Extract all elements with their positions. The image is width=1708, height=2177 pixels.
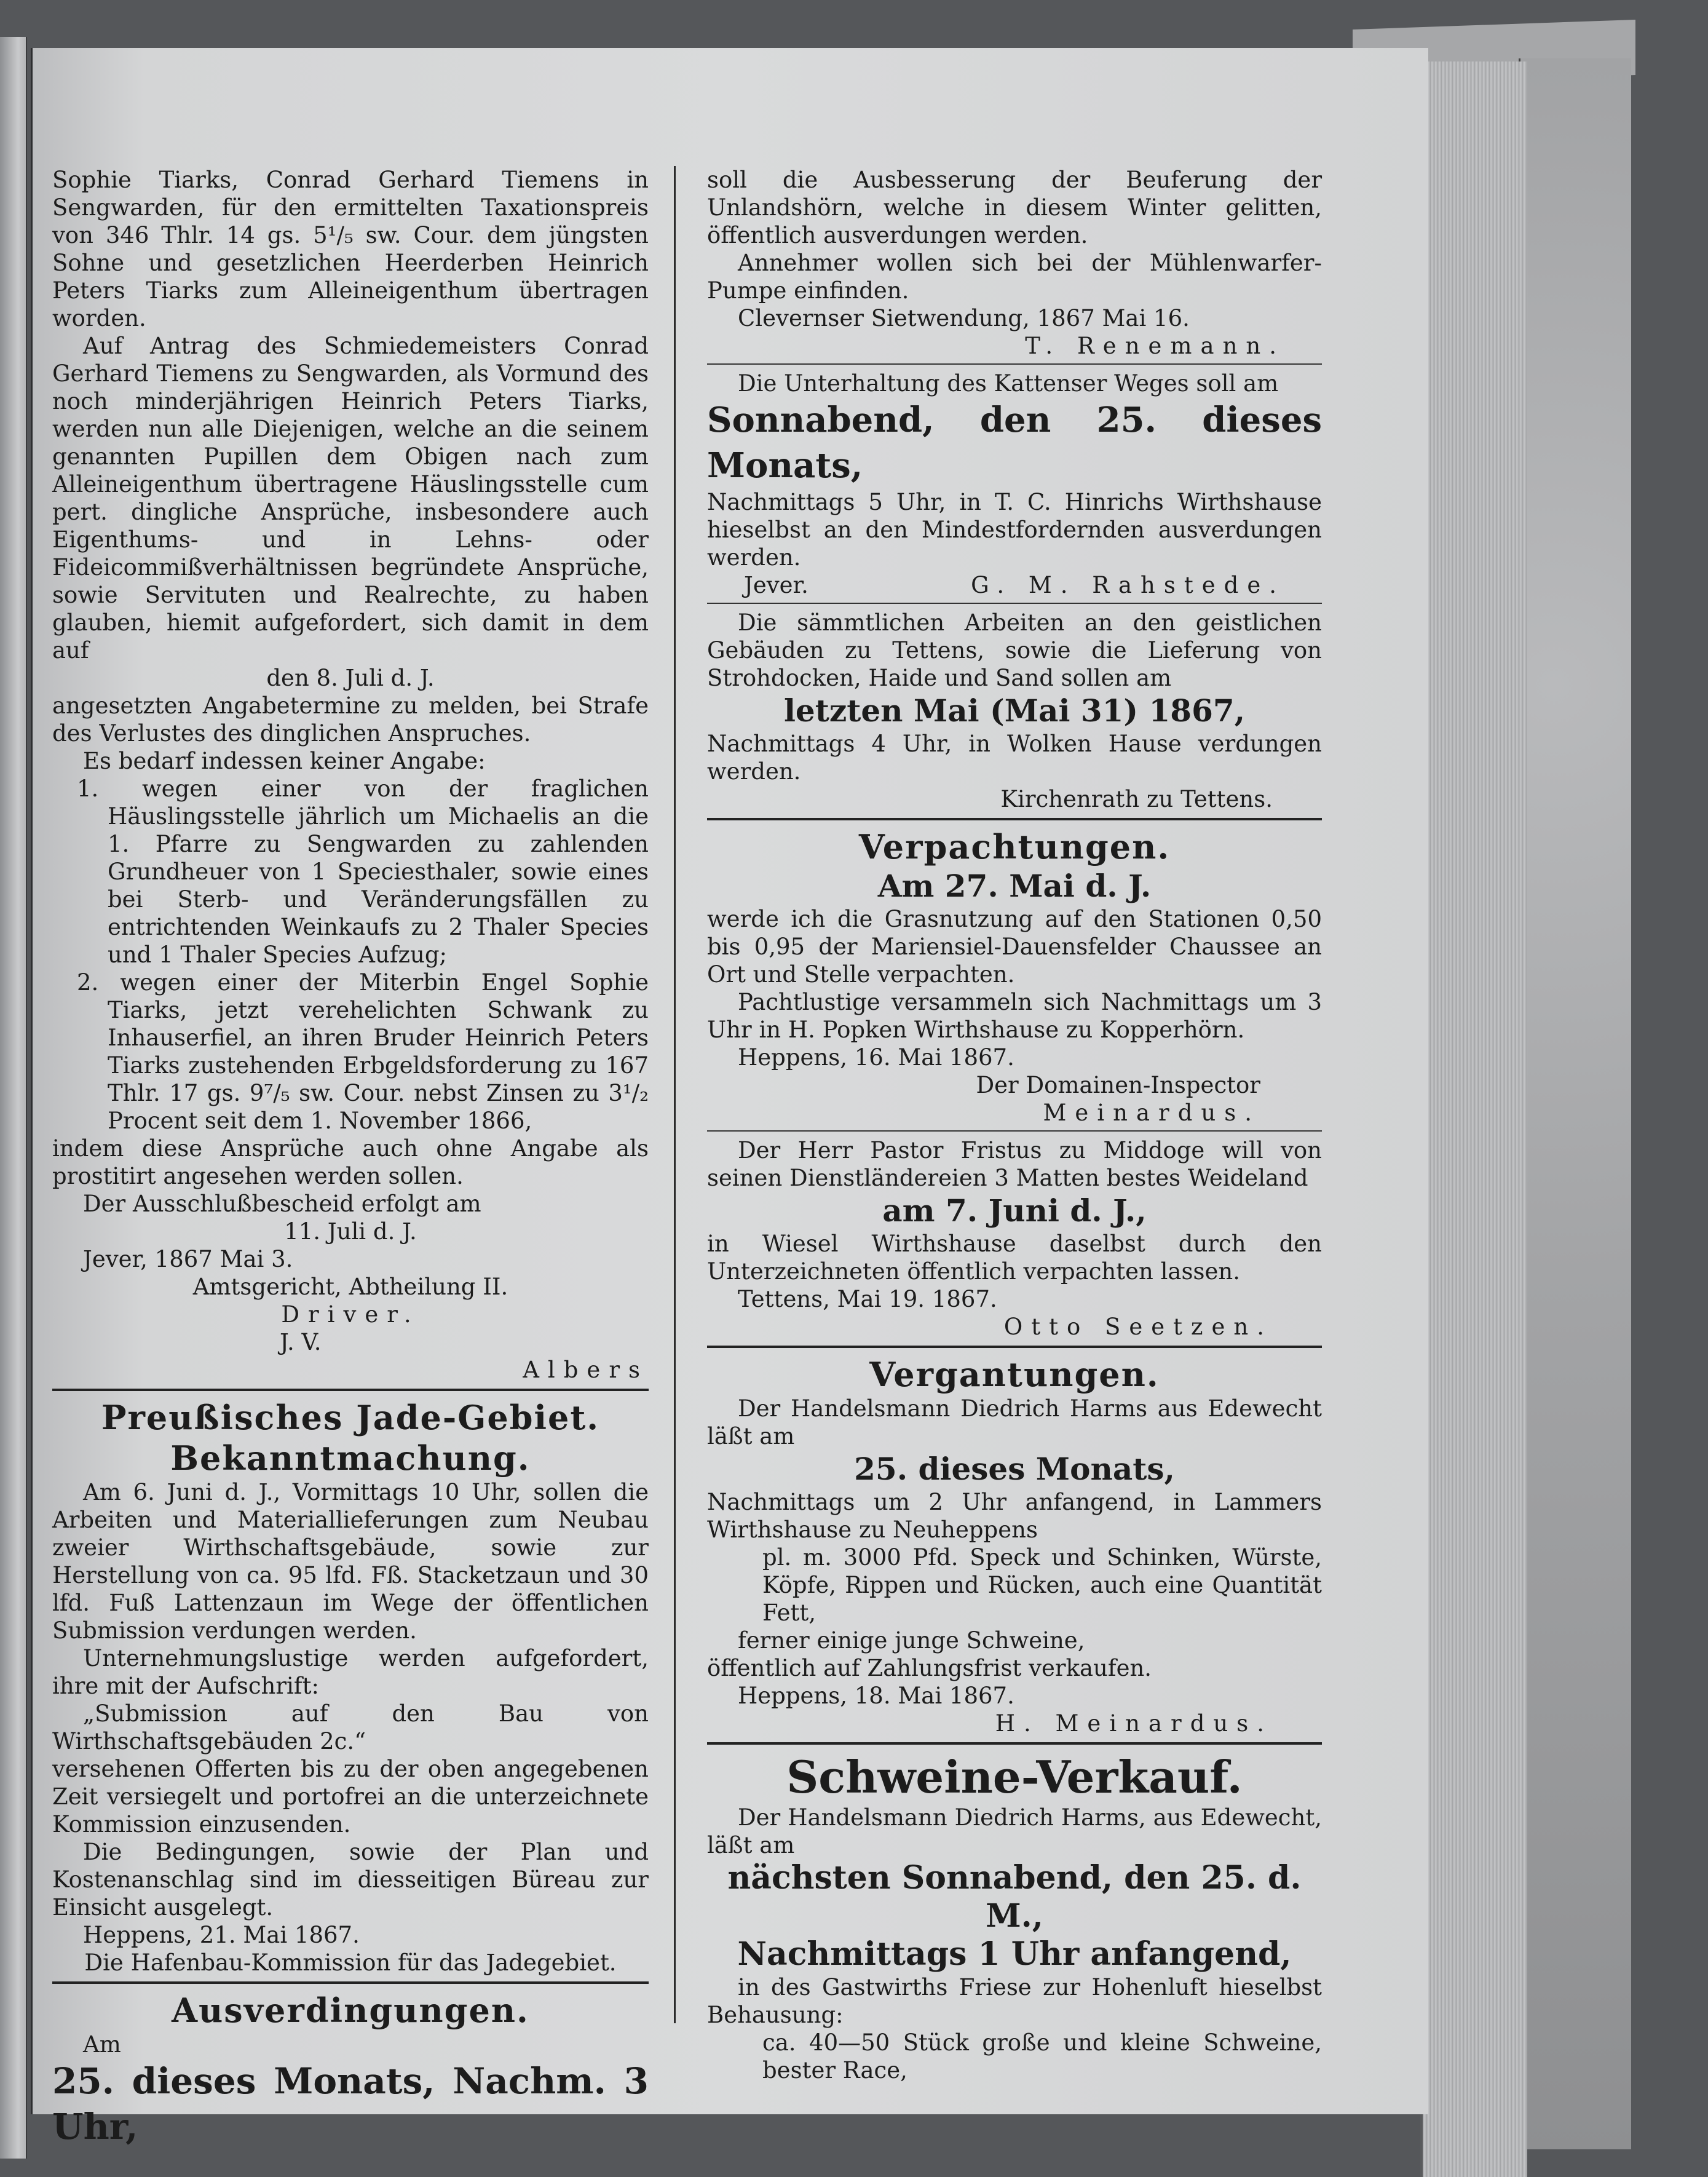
notice-paragraph: angesetzten Angabetermine zu melden, bei Strafe des Verlustes des dinglichen Anspruches. (52, 692, 649, 747)
notice-date: Am 27. Mai d. J. (877, 868, 1152, 904)
notice-paragraph: indem diese Ansprüche auch ohne Angabe als prostitirt angesehen werden sollen. (52, 1135, 649, 1189)
notice-paragraph: Sophie Tiarks, Conrad Gerhard Tiemens in Sengwarden, für den ermittelten Taxationspreis von 346 Thlr. 14 gs. 5¹/₅ sw. Cour. dem jüngsten Sohne und gesetzlichen Heerderben Heinrich Peters Tiarks zum Alleineigenthum übertragen worden. (52, 167, 649, 331)
notice-paragraph: öffentlich auf Zahlungsfrist verkaufen. (707, 1655, 1152, 1681)
notice-paragraph: in des Gastwirths Friese zur Hohenluft hieselbst Behausung: (707, 1974, 1322, 2028)
signature: Die Hafenbau-Kommission für das Jadegebiet. (84, 1949, 617, 1976)
right-column (707, 166, 1322, 2084)
signature: G. M. Rahstede. (971, 572, 1285, 598)
notice-quote: „Submission auf den Bau von Wirthschaftsgebäuden 2c.“ (52, 1700, 649, 1755)
notice-date: am 7. Juni d. J., (882, 1192, 1147, 1229)
signature: H. Meinardus. (995, 1710, 1273, 1737)
signature: Albers (523, 1357, 649, 1383)
notice-place: Heppens, 16. Mai 1867. (738, 1044, 1014, 1071)
notice-paragraph: Der Herr Pastor Fristus zu Middoge will von seinen Dienstländereien 3 Matten bestes Weideland (707, 1137, 1322, 1191)
notice-place: Tettens, Mai 19. 1867. (738, 1286, 997, 1312)
section-heading: Vergantungen. (869, 1355, 1160, 1394)
section-heading: Ausverdingungen. (172, 1991, 529, 2030)
notice-paragraph: Nachmittags 4 Uhr, in Wolken Hause verdungen werden. (707, 731, 1322, 785)
notice-place: Jever, 1867 Mai 3. (83, 1246, 293, 1272)
notice-paragraph: Der Ausschlußbescheid erfolgt am (83, 1191, 481, 1217)
notice-paragraph: Der Handelsmann Diedrich Harms, aus Edewecht, läßt am (707, 1804, 1322, 1858)
signature: Otto Seetzen. (1003, 1314, 1273, 1340)
notice-date: nächsten Sonnabend, den 25. d. M., (727, 1859, 1302, 1935)
notice-place: Jever. (744, 572, 809, 598)
notice-date: Nachmittags 1 Uhr anfangend, (737, 1935, 1292, 1973)
notice-place: Clevernser Sietwendung, 1867 Mai 16. (738, 305, 1190, 331)
notice-paragraph: soll die Ausbesserung der Beuferung der Unlandshörn, welche in diesem Winter gelitten, öffentlich ausverdungen werden. (707, 167, 1322, 248)
page-stack-edge (1420, 61, 1527, 2177)
notice-paragraph: Unternehmungslustige werden aufgefordert, ihre mit der Aufschrift: (52, 1645, 649, 1699)
notice-paragraph: Pachtlustige versammeln sich Nachmittags um 3 Uhr in H. Popken Wirthshause zu Kopperhörn. (707, 989, 1322, 1043)
signature: J. V. (280, 1329, 322, 1355)
notice-date: 11. Juli d. J. (284, 1218, 417, 1245)
signature: T. Renemann. (1025, 333, 1285, 359)
section-heading: Verpachtungen. (858, 827, 1171, 866)
notice-paragraph: werde ich die Grasnutzung auf den Stationen 0,50 bis 0,95 der Mariensiel-Dauensfelder Chaussee an Ort und Stelle verpachten. (707, 906, 1322, 988)
notice-paragraph: Die Bedingungen, sowie der Plan und Kostenanschlag sind im diesseitigen Büreau zur Einsicht ausgelegt. (52, 1839, 649, 1921)
notice-paragraph: Nachmittags 5 Uhr, in T. C. Hinrichs Wirthshause hieselbst an den Mindestfordernden ausverdungen werden. (707, 489, 1322, 571)
notice-place-line (707, 571, 1322, 599)
notice-paragraph: Nachmittags um 2 Uhr anfangend, in Lammers Wirthshause zu Neuheppens (707, 1489, 1322, 1543)
notice-paragraph: Auf Antrag des Schmiedemeisters Conrad Gerhard Tiemens zu Sengwarden, als Vormund des noch minderjährigen Heinrich Peters Tiarks, werden nun alle Diejenigen, welche an die seinem genannten Pupillen dem Obigen nach zum Alleineigenthum übertragene Häuslingsstelle cum pert. dingliche Ansprüche, insbesondere auch Eigenthums- und in Lehns- oder Fideicommißverhältnissen begründete Ansprüche, sowie Servituten und Realrechte, zu haben glauben, hiemit aufgefordert, sich damit in dem auf (52, 333, 649, 664)
notice-paragraph: Der Handelsmann Diedrich Harms aus Edewecht läßt am (707, 1395, 1322, 1449)
notice-paragraph: pl. m. 3000 Pfd. Speck und Schinken, Würste, Köpfe, Rippen und Rücken, auch eine Quantität Fett, (762, 1544, 1322, 1626)
section-heading: Schweine-Verkauf. (786, 1751, 1243, 1803)
notice-place: Heppens, 21. Mai 1867. (83, 1922, 360, 1948)
book-cover (1519, 58, 1631, 2149)
section-divider (707, 1346, 1322, 1348)
section-heading: Preußisches Jade-Gebiet. (101, 1398, 600, 1437)
notice-date: letzten Mai (Mai 31) 1867, (783, 692, 1246, 729)
list-item: 2. wegen einer der Miterbin Engel Sophie Tiarks, jetzt verehelichten Schwank zu Inhauserfiel, an ihren Bruder Heinrich Peters Tiarks zustehenden Erbgeldsforderung zu 167 Thlr. 17 gs. 9⁷/₅ sw. Cour. nebst Zinsen zu 3¹/₂ Procent seit dem 1. November 1866, (77, 969, 649, 1134)
notice-date: 25. dieses Monats, Nachm. 3 Uhr, (52, 2060, 649, 2147)
left-column (52, 166, 649, 2147)
court-name: Amtsgericht, Abtheilung II. (192, 1274, 508, 1300)
notice-paragraph: ferner einige junge Schweine, (738, 1627, 1085, 1654)
section-divider (52, 1981, 649, 1984)
column-rule (674, 166, 676, 2023)
notice-paragraph: Am (83, 2031, 121, 2058)
section-divider (707, 1130, 1322, 1132)
notice-paragraph: ca. 40—50 Stück große und kleine Schweine, bester Race, (762, 2029, 1322, 2084)
section-divider (707, 363, 1322, 365)
notice-place: Heppens, 18. Mai 1867. (738, 1683, 1014, 1709)
notice-date: den 8. Juli d. J. (266, 665, 435, 691)
signature: Kirchenrath zu Tettens. (1000, 786, 1273, 812)
notice-paragraph: versehenen Offerten bis zu der oben angegebenen Zeit versiegelt und portofrei an die unterzeichnete Kommission einzusenden. (52, 1756, 649, 1838)
section-divider (707, 818, 1322, 820)
signature: Driver. (281, 1301, 420, 1328)
signature: Meinardus. (1043, 1100, 1260, 1126)
notice-paragraph: Die sämmtlichen Arbeiten an den geistlichen Gebäuden zu Tettens, sowie die Lieferung von Strohdocken, Haide und Sand sollen am (707, 609, 1322, 691)
left-page-edge (0, 37, 27, 2159)
notice-date: Sonnabend, den 25. dieses Monats, (707, 400, 1322, 486)
notice-date: 25. dieses Monats, (854, 1451, 1175, 1487)
list-item: 1. wegen einer von der fraglichen Häuslingsstelle jährlich um Michaelis an die 1. Pfarre zu Sengwarden zu zahlenden Grundheuer von 1 Speciesthaler, sowie eines bei Sterb- und Veränderungsfällen zu entrichtenden Weinkaufs zu 2 Thaler Species und 1 Thaler Species Aufzug; (77, 775, 649, 968)
notice-paragraph: Annehmer wollen sich bei der Mühlenwarfer-Pumpe einfinden. (707, 250, 1322, 304)
notice-paragraph: in Wiesel Wirthshause daselbst durch den Unterzeichneten öffentlich verpachten lassen. (707, 1231, 1322, 1285)
section-heading: Bekanntmachung. (170, 1438, 531, 1478)
section-divider (52, 1389, 649, 1391)
notice-paragraph: Es bedarf indessen keiner Angabe: (83, 748, 486, 774)
notice-paragraph: Am 6. Juni d. J., Vormittags 10 Uhr, sollen die Arbeiten und Materiallieferungen zum Neubau zweier Wirthschaftsgebäude, sowie zur Herstellung von ca. 95 lfd. Fß. Stacketzaun und 30 lfd. Fuß Lattenzaun im Wege der öffentlichen Submission verdungen werden. (52, 1479, 649, 1644)
section-divider (707, 603, 1322, 604)
section-divider (707, 1742, 1322, 1745)
signature: Der Domainen-Inspector (976, 1072, 1260, 1098)
notice-paragraph: Die Unterhaltung des Kattenser Weges soll am (738, 370, 1279, 397)
